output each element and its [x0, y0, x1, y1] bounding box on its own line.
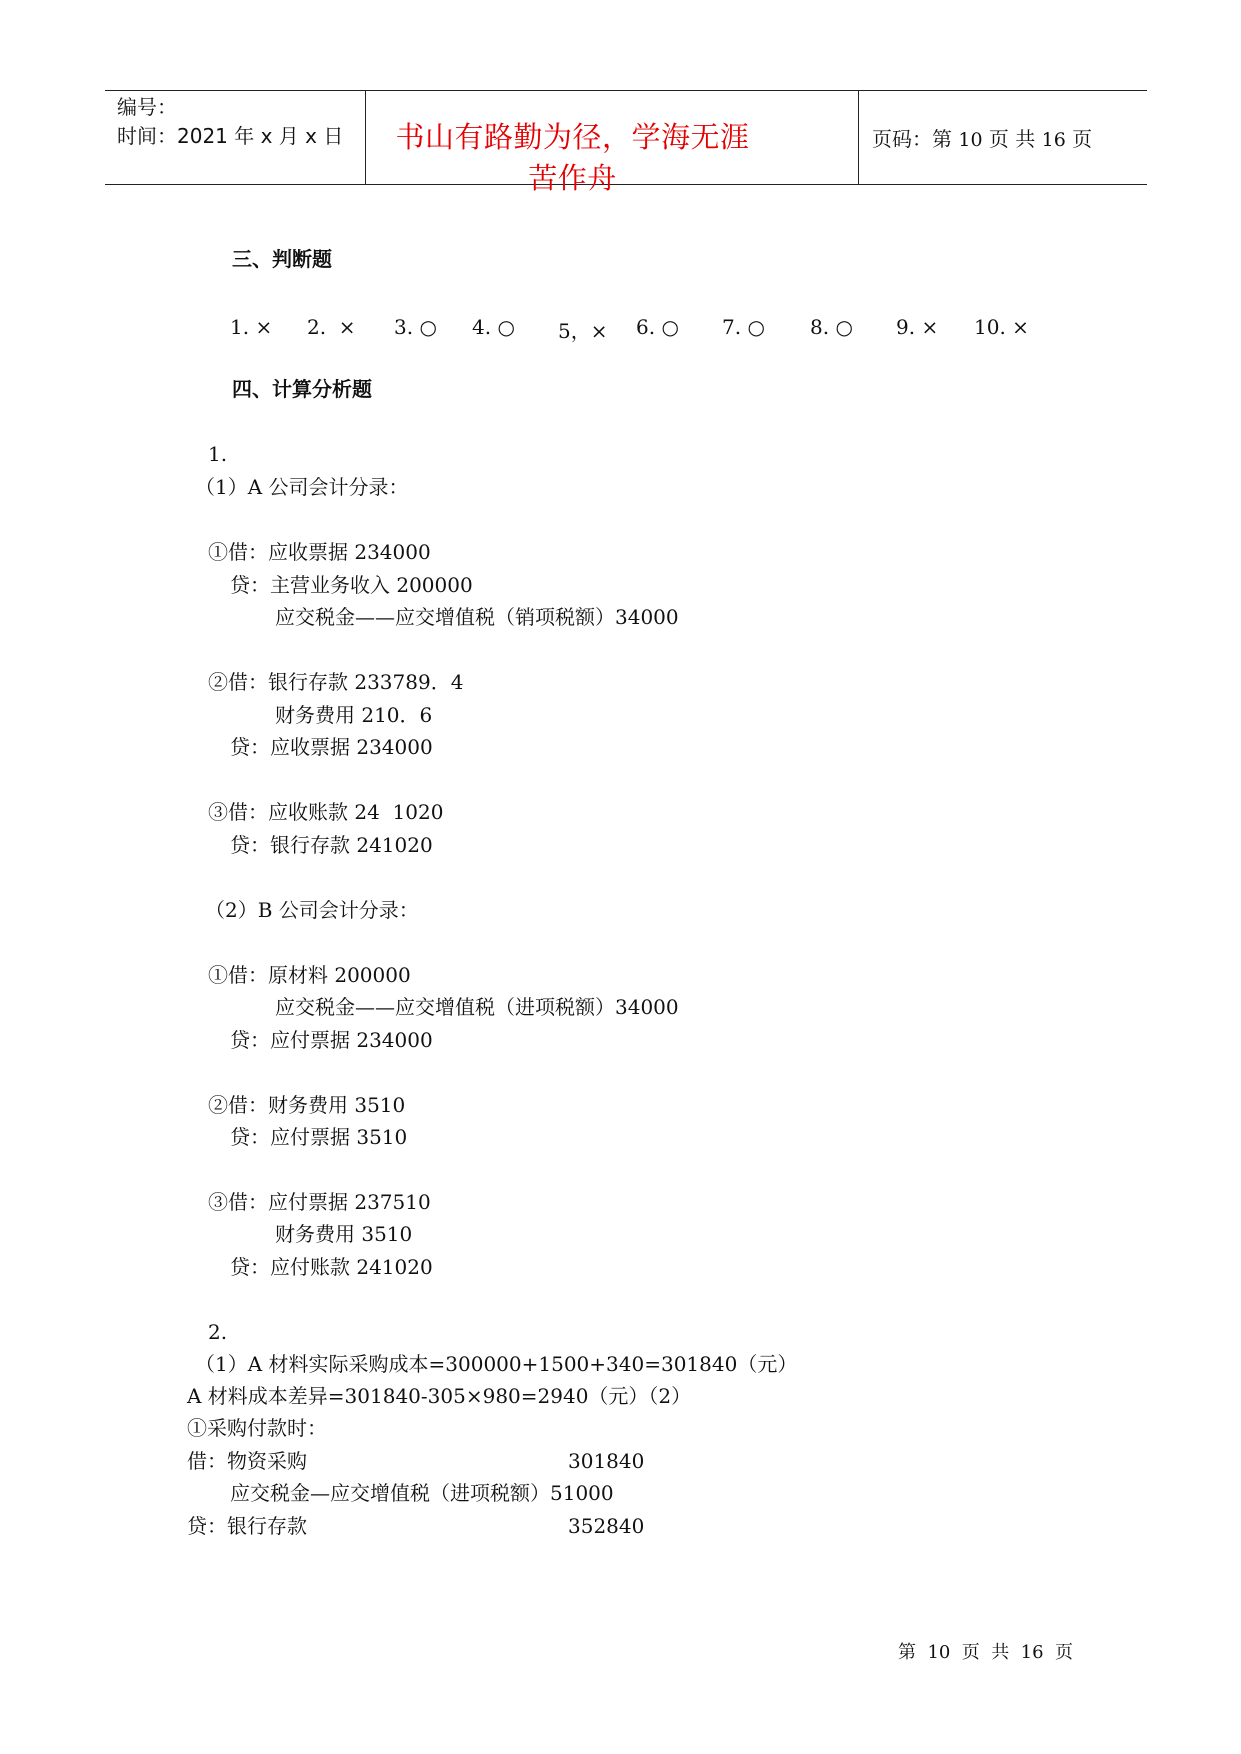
journal-line: ①借：原材料 200000 — [208, 963, 411, 987]
journal-line: 贷：应收票据 234000 — [230, 735, 433, 759]
journal-line: ①借：应收票据 234000 — [208, 540, 431, 564]
header-divider — [365, 91, 366, 184]
page-prefix: 页码：第 — [872, 127, 952, 151]
question-part-title: （2）B 公司会计分录： — [205, 898, 419, 922]
journal-line: 贷：主营业务收入 200000 — [230, 573, 473, 597]
journal-line: 贷：应付票据 3510 — [230, 1125, 408, 1149]
header-motto: 书山有路勤为径，学海无涯苦作舟 — [395, 120, 750, 195]
journal-line: ②借：银行存款 233789．4 — [208, 670, 464, 694]
journal-line: 财务费用 210．6 — [275, 703, 433, 727]
question-number: 2. — [208, 1320, 228, 1344]
page-suffix: 页 — [1072, 127, 1093, 151]
question-number: 1. — [208, 442, 228, 466]
journal-line: ③借：应付票据 237510 — [208, 1190, 431, 1214]
header-divider — [858, 91, 859, 184]
tf-answer: 10. × — [974, 315, 1029, 339]
tf-answer: 4. ○ — [472, 315, 515, 339]
journal-line: 财务费用 3510 — [275, 1222, 413, 1246]
journal-line: ②借：财务费用 3510 — [208, 1093, 406, 1117]
journal-line: 贷：银行存款 241020 — [230, 833, 433, 857]
header-meta — [117, 93, 343, 151]
text-line: ①采购付款时： — [187, 1416, 327, 1440]
journal-amount: 301840 — [568, 1449, 645, 1473]
page-mid: 页 共 — [988, 127, 1036, 151]
journal-line: 借：物资采购 — [187, 1449, 307, 1473]
journal-line: 贷：银行存款 — [187, 1514, 307, 1538]
journal-line: 应交税金——应交增值税（销项税额）34000 — [275, 605, 679, 629]
text-line: （1）A 材料实际采购成本=300000+1500+340=301840（元） — [195, 1352, 798, 1376]
tf-answer: 3. ○ — [394, 315, 437, 339]
tf-answer: 5，× — [558, 319, 608, 343]
tf-answer: 9. × — [896, 315, 939, 339]
tf-answer: 6. ○ — [636, 315, 679, 339]
page-current: 10 — [958, 129, 983, 151]
number-label: 编号： — [117, 95, 177, 119]
page-header — [105, 90, 1147, 195]
tf-answer: 8. ○ — [810, 315, 853, 339]
tf-answer: 2. × — [307, 315, 356, 339]
tf-answer: 7. ○ — [722, 315, 765, 339]
text-line: A 材料成本差异=301840-305×980=2940（元）（2） — [187, 1384, 692, 1408]
journal-line: 应交税金——应交增值税（进项税额）34000 — [275, 995, 679, 1019]
page-footer: 第 10 页 共 16 页 — [898, 1642, 1074, 1663]
journal-line: ③借：应收账款 24 1020 — [208, 800, 444, 824]
section-3-title: 三、判断题 — [232, 247, 332, 271]
journal-line: 贷：应付账款 241020 — [230, 1255, 433, 1279]
journal-amount: 352840 — [568, 1514, 645, 1538]
header-page-code — [872, 123, 1092, 152]
time-label: 时间：2021 年 x 月 x 日 — [117, 124, 344, 148]
journal-line: 应交税金—应交增值税（进项税额）51000 — [230, 1481, 614, 1505]
section-4-title: 四、计算分析题 — [232, 377, 372, 401]
question-part-title: （1）A 公司会计分录： — [195, 475, 409, 499]
page-total: 16 — [1041, 129, 1066, 151]
journal-line: 贷：应付票据 234000 — [230, 1028, 433, 1052]
tf-answer: 1. × — [230, 315, 273, 339]
